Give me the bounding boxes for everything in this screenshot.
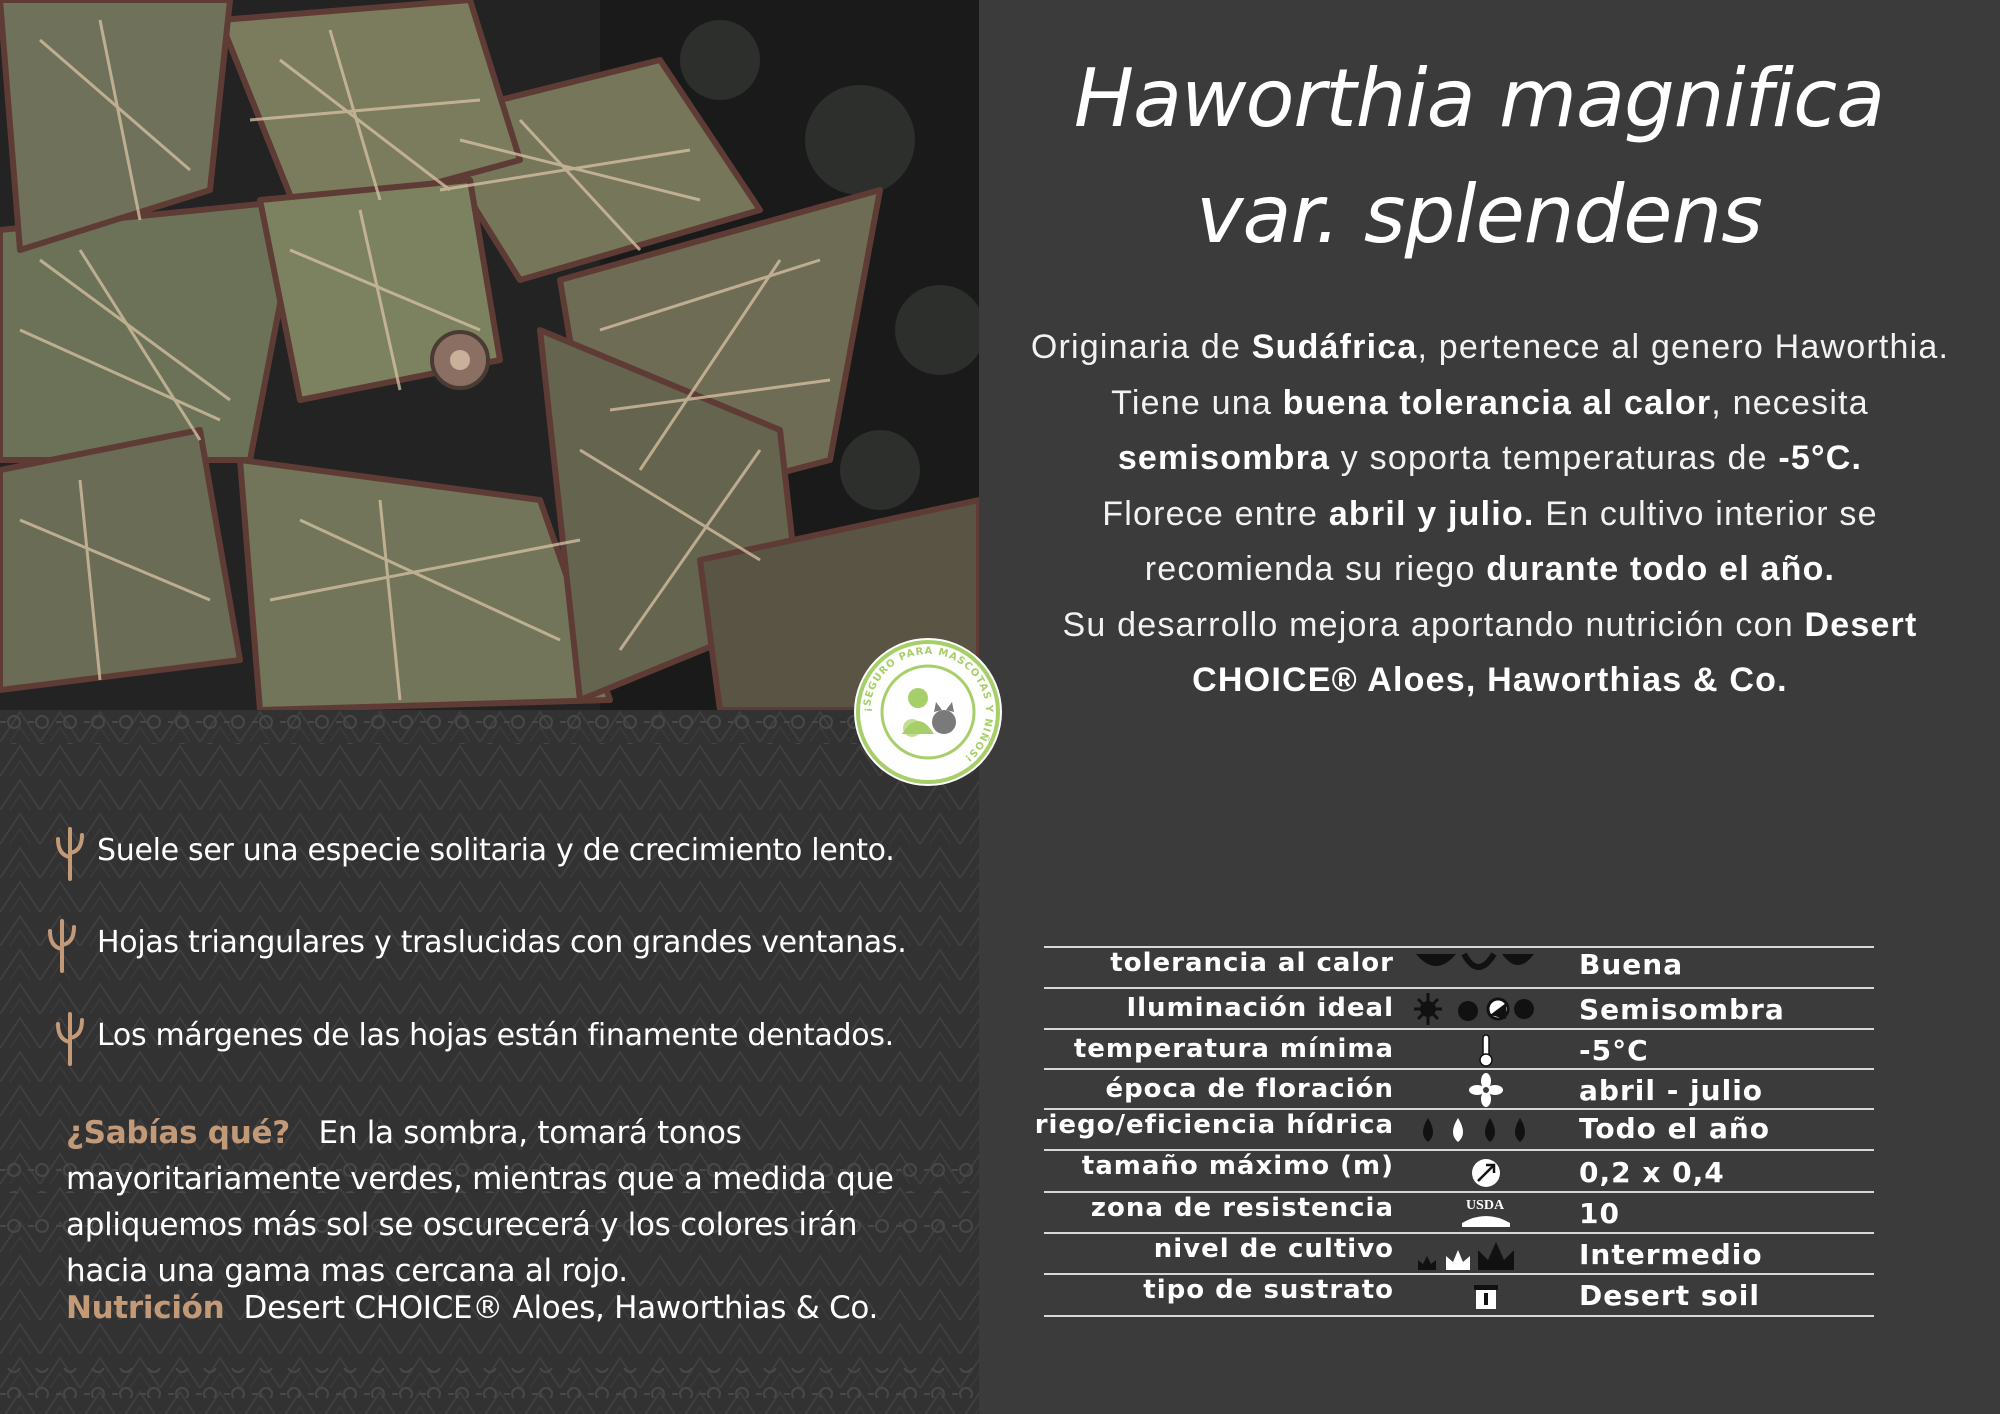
- description-emphasis: durante todo el año.: [1486, 550, 1836, 588]
- spec-value: 10: [1579, 1197, 1620, 1230]
- spec-value: Intermedio: [1579, 1238, 1763, 1271]
- spec-row: [1044, 946, 1874, 989]
- water-drops-icon: [1414, 1112, 1534, 1148]
- description-text: Originaria de: [1030, 328, 1252, 366]
- nutrition: [66, 1290, 878, 1326]
- nutrition-label: Nutrición: [66, 1290, 225, 1326]
- flower-icon: [1414, 1072, 1534, 1108]
- cactus-icon: [50, 825, 90, 881]
- usda-icon: [1414, 1195, 1534, 1231]
- spec-value: Desert soil: [1579, 1279, 1760, 1312]
- spec-value: 0,2 x 0,4: [1579, 1156, 1725, 1189]
- list-item: [50, 825, 970, 885]
- did-you-know-label: ¿Sabías qué?: [66, 1115, 290, 1151]
- spec-label: Iluminación ideal: [1126, 993, 1394, 1023]
- description-emphasis: abril y julio.: [1328, 494, 1535, 533]
- spec-label: temperatura mínima: [1073, 1034, 1394, 1064]
- spec-label: zona de resistencia: [1090, 1193, 1394, 1223]
- spec-row: [1044, 1149, 1874, 1193]
- description: [1025, 320, 1955, 709]
- description-text: , pertenece al genero Haworthia.: [1417, 328, 1950, 366]
- description-paragraph: [1025, 376, 1955, 487]
- spec-value: abril - julio: [1579, 1074, 1764, 1107]
- spec-label: riego/eficiencia hídrica: [1034, 1110, 1394, 1140]
- right-panel: [979, 0, 2000, 1414]
- feature-text: Hojas triangulares y traslucidas con grandes ventanas.: [97, 925, 907, 960]
- description-emphasis: buena tolerancia al calor: [1282, 383, 1712, 422]
- heat-tolerance-icon: [1414, 950, 1534, 986]
- description-paragraph: [1025, 598, 1955, 709]
- list-item: [50, 1010, 970, 1070]
- pet-safe-badge: [852, 636, 1004, 788]
- feature-text: Suele ser una especie solitaria y de crecimiento lento.: [97, 833, 895, 868]
- spec-row: [1044, 1191, 1874, 1234]
- description-paragraph: [1025, 320, 1955, 376]
- left-panel: [0, 0, 979, 1414]
- spec-value: Buena: [1579, 948, 1684, 981]
- plant-photo: [0, 0, 979, 710]
- list-item: [50, 917, 970, 977]
- spec-label: tipo de sustrato: [1143, 1275, 1394, 1305]
- spec-row: [1044, 1068, 1874, 1110]
- feature-text: Los márgenes de las hojas están finamente dentados.: [97, 1018, 894, 1053]
- description-text: , necesita: [1711, 383, 1869, 422]
- spec-value: Todo el año: [1579, 1112, 1771, 1145]
- crowns-icon: [1414, 1236, 1534, 1272]
- page-subtitle: var. splendens: [1196, 168, 1762, 261]
- description-emphasis: Sudáfrica: [1251, 328, 1418, 366]
- did-you-know-text: En la sombra, tomará tonos mayoritariamente verdes, mientras que a medida que apliquemos más sol se oscurecerá y los colores irán hacia una gama mas cercana al rojo.: [66, 1115, 894, 1289]
- description-paragraph: [1025, 487, 1955, 598]
- description-text: Su desarrollo mejora aportando nutrición con: [1062, 605, 1805, 644]
- cactus-icon: [50, 1010, 90, 1066]
- description-emphasis: -5°C.: [1778, 439, 1863, 477]
- spec-row: [1044, 1273, 1874, 1317]
- substrate-icon: [1414, 1277, 1534, 1313]
- nutrition-text: Desert CHOICE® Aloes, Haworthias & Co.: [243, 1290, 879, 1326]
- spec-label: tolerancia al calor: [1110, 948, 1394, 978]
- cactus-icon: [42, 917, 82, 973]
- badge-text: ¡SEGURO PARA MASCOTAS Y NIÑOS!: [861, 645, 995, 764]
- description-text: y soporta temperaturas de: [1330, 439, 1779, 477]
- spec-row: [1044, 987, 1874, 1030]
- spec-row: [1034, 1108, 1874, 1151]
- lighting-icon: [1414, 991, 1534, 1027]
- page-title: Haworthia magnifica: [1073, 52, 1885, 145]
- spec-value: Semisombra: [1579, 993, 1785, 1026]
- did-you-know: [66, 1110, 946, 1294]
- description-text: Florece entre: [1102, 494, 1329, 533]
- spec-row: [1044, 1232, 1874, 1275]
- spec-row: [1044, 1028, 1874, 1070]
- svg-text:USDA: USDA: [1465, 1198, 1505, 1213]
- spec-label: tamaño máximo (m): [1081, 1151, 1394, 1181]
- spec-label: nivel de cultivo: [1153, 1234, 1394, 1264]
- description-emphasis: semisombra: [1117, 439, 1331, 477]
- size-icon: [1414, 1153, 1534, 1189]
- description-text: Tiene una: [1111, 383, 1283, 422]
- spec-value: -5°C: [1579, 1034, 1649, 1067]
- thermometer-icon: [1414, 1032, 1534, 1068]
- description-emphasis: Desert CHOICE® Aloes, Haworthias & Co.: [1192, 605, 1918, 699]
- spec-label: época de floración: [1105, 1074, 1394, 1104]
- description-text: En cultivo interior se recomienda su riego: [1144, 494, 1878, 588]
